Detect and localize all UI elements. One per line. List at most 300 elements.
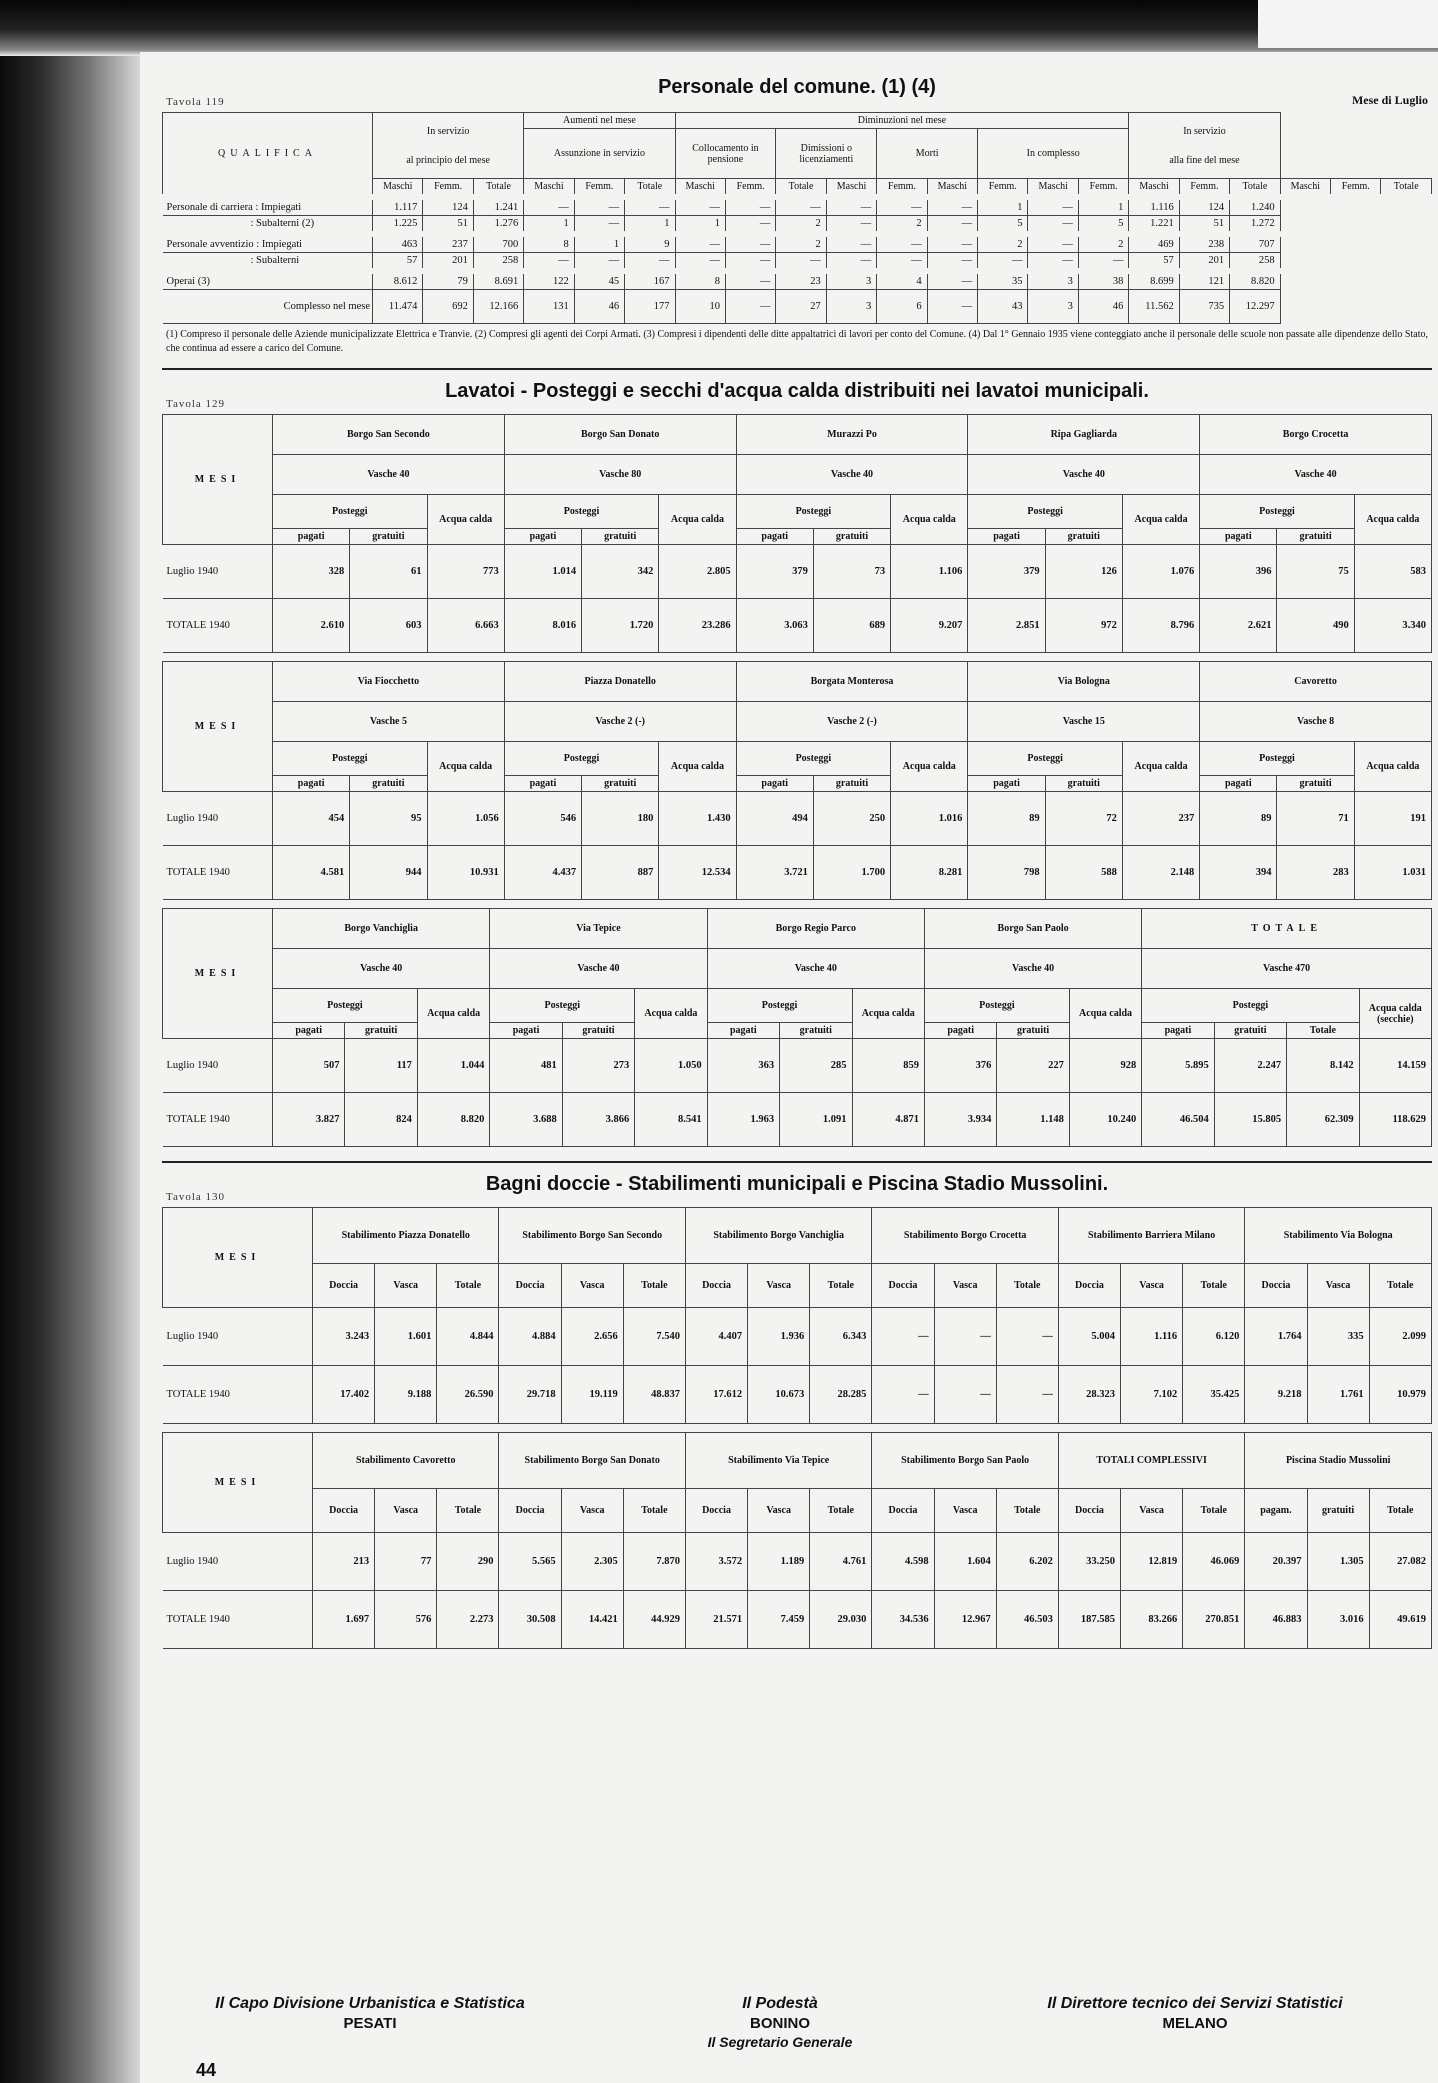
cell: 507 bbox=[273, 1039, 345, 1093]
signature-3-name: MELANO bbox=[1162, 2015, 1228, 2032]
sex-subheader: Maschi bbox=[927, 179, 977, 198]
posteggi-header: Posteggi bbox=[968, 495, 1123, 529]
stabilimento-name: Stabilimento Piazza Donatello bbox=[313, 1208, 499, 1264]
cell: 2.621 bbox=[1200, 599, 1277, 653]
cell: 124 bbox=[1179, 197, 1229, 216]
cell: 17.402 bbox=[313, 1366, 375, 1424]
column-header: Doccia bbox=[685, 1489, 747, 1533]
vasche-count: Vasche 8 bbox=[1200, 702, 1432, 742]
cell: 121 bbox=[1179, 271, 1229, 290]
acqua-header: Acqua calda bbox=[659, 742, 736, 792]
lavatoi-table bbox=[162, 414, 1432, 653]
table-129-header bbox=[162, 372, 1432, 414]
cell: 38 bbox=[1078, 271, 1128, 290]
cell: 6.343 bbox=[810, 1308, 872, 1366]
stabilimento-name: Stabilimento Borgo San Donato bbox=[499, 1433, 685, 1489]
cell: 28.285 bbox=[810, 1366, 872, 1424]
sex-subheader: Maschi bbox=[1028, 179, 1078, 198]
station-name: Ripa Gagliarda bbox=[968, 415, 1200, 455]
pagati-header: pagati bbox=[968, 529, 1045, 545]
table-119-title: Personale del comune. (1) (4) bbox=[658, 76, 936, 98]
cell: 1.697 bbox=[313, 1591, 375, 1649]
cell: 46.883 bbox=[1245, 1591, 1307, 1649]
total-cell: 11.474 bbox=[373, 290, 423, 324]
cell: 83.266 bbox=[1121, 1591, 1183, 1649]
row-label: Personale avventizio : Impiegati bbox=[163, 234, 373, 253]
cell: 8 bbox=[675, 271, 725, 290]
cell: 10.673 bbox=[748, 1366, 810, 1424]
table-row bbox=[163, 1591, 1432, 1649]
cell: 1.700 bbox=[813, 846, 890, 900]
cell: 454 bbox=[273, 792, 350, 846]
table-row bbox=[163, 253, 1432, 272]
cell: 342 bbox=[582, 545, 659, 599]
station-name: Via Fiocchetto bbox=[273, 662, 505, 702]
cell: 23 bbox=[776, 271, 826, 290]
table-130-label: Tavola 130 bbox=[166, 1191, 226, 1203]
mesi-header: MESI bbox=[163, 909, 273, 1039]
cell: 213 bbox=[313, 1533, 375, 1591]
cell: — bbox=[1028, 234, 1078, 253]
posteggi-header: Posteggi bbox=[273, 989, 418, 1023]
stabilimento-name: Stabilimento Cavoretto bbox=[313, 1433, 499, 1489]
cell: — bbox=[524, 253, 574, 272]
cell: 3 bbox=[1028, 271, 1078, 290]
cell: 576 bbox=[375, 1591, 437, 1649]
station-name: Murazzi Po bbox=[736, 415, 968, 455]
cell: 23.286 bbox=[659, 599, 736, 653]
cell: 72 bbox=[1045, 792, 1122, 846]
sex-subheader: Femm. bbox=[574, 179, 624, 198]
column-header: Doccia bbox=[1245, 1264, 1307, 1308]
cell: 8.796 bbox=[1122, 599, 1199, 653]
cell: 201 bbox=[1179, 253, 1229, 272]
cell: — bbox=[877, 197, 927, 216]
cell: 7.870 bbox=[623, 1533, 685, 1591]
row-label: TOTALE 1940 bbox=[163, 846, 273, 900]
cell: 2 bbox=[877, 216, 927, 235]
table-row bbox=[163, 216, 1432, 235]
cell: 33.250 bbox=[1058, 1533, 1120, 1591]
cell: — bbox=[1078, 253, 1128, 272]
stabilimento-name: Stabilimento Borgo Crocetta bbox=[872, 1208, 1058, 1264]
cell: — bbox=[725, 234, 775, 253]
acqua-header: Acqua calda bbox=[852, 989, 924, 1039]
cell: 2 bbox=[776, 234, 826, 253]
table-row bbox=[163, 1366, 1432, 1424]
stabilimento-name: Piscina Stadio Mussolini bbox=[1245, 1433, 1432, 1489]
signature-direttore bbox=[960, 1995, 1430, 2032]
cell: 46.069 bbox=[1183, 1533, 1245, 1591]
cell: 89 bbox=[1200, 792, 1277, 846]
in-servizio-end-l2: alla fine del mese bbox=[1169, 154, 1240, 166]
acqua-header: Acqua calda bbox=[891, 742, 968, 792]
cell: 3.016 bbox=[1307, 1591, 1369, 1649]
cell: 588 bbox=[1045, 846, 1122, 900]
cell: 51 bbox=[423, 216, 473, 235]
cell: 603 bbox=[350, 599, 427, 653]
row-label: : Subalterni (2) bbox=[163, 216, 373, 235]
footnotes: (1) Compreso il personale delle Aziende municipalizzate Elettrica e Tranvie. (2) Compresi gli agenti dei Corpi Armati. (3) Compresi i dipendenti delle ditte appaltatrici di lavori per conto del Comune. (4) Dal 1° Gennaio 1935 viene conteggiato anche il personale delle scuole non passate alle dipendenze dello Stato, che continua ad essere a carico del Comune. bbox=[166, 329, 1428, 354]
cell: 1.031 bbox=[1354, 846, 1431, 900]
cell: 62.309 bbox=[1287, 1093, 1359, 1147]
gratuiti-header: gratuiti bbox=[1045, 529, 1122, 545]
gratuiti-header: gratuiti bbox=[582, 529, 659, 545]
cell: 2.273 bbox=[437, 1591, 499, 1649]
station-name: Borgo San Donato bbox=[504, 415, 736, 455]
cell: 237 bbox=[1122, 792, 1199, 846]
row-label: TOTALE 1940 bbox=[163, 1093, 273, 1147]
vasche-count: Vasche 5 bbox=[273, 702, 505, 742]
table-129-title: Lavatoi - Posteggi e secchi d'acqua calda distribuiti nei lavatoi municipali. bbox=[445, 380, 1149, 402]
cell: 546 bbox=[504, 792, 581, 846]
cell: 7.540 bbox=[623, 1308, 685, 1366]
total-cell: 131 bbox=[524, 290, 574, 324]
vasche-count: Vasche 40 bbox=[273, 949, 490, 989]
cell: 10.240 bbox=[1069, 1093, 1141, 1147]
cell: 1.936 bbox=[748, 1308, 810, 1366]
cell: 1.604 bbox=[934, 1533, 996, 1591]
cell: 250 bbox=[813, 792, 890, 846]
cell: 3.721 bbox=[736, 846, 813, 900]
column-header: Vasca bbox=[375, 1489, 437, 1533]
cell: 1.091 bbox=[780, 1093, 852, 1147]
scan-top-edge bbox=[0, 0, 1438, 56]
cell: 1 bbox=[1078, 197, 1128, 216]
acqua-header: Acqua calda bbox=[659, 495, 736, 545]
cell: 3.063 bbox=[736, 599, 813, 653]
cell: — bbox=[776, 253, 826, 272]
column-header: Totale bbox=[623, 1489, 685, 1533]
cell: 1 bbox=[574, 234, 624, 253]
sex-subheader: Femm. bbox=[1179, 179, 1229, 198]
cell: — bbox=[877, 234, 927, 253]
cell: 1.963 bbox=[707, 1093, 779, 1147]
vasche-count: Vasche 40 bbox=[736, 455, 968, 495]
posteggi-header: Posteggi bbox=[1200, 742, 1355, 776]
cell: 71 bbox=[1277, 792, 1354, 846]
station-name: Via Tepice bbox=[490, 909, 707, 949]
acqua-header: Acqua calda bbox=[427, 495, 504, 545]
cell: 8.142 bbox=[1287, 1039, 1359, 1093]
cell: 75 bbox=[1277, 545, 1354, 599]
cell: 5.004 bbox=[1058, 1308, 1120, 1366]
cell: 8.820 bbox=[417, 1093, 489, 1147]
stabilimento-name: Stabilimento Borgo San Paolo bbox=[872, 1433, 1058, 1489]
cell: — bbox=[934, 1366, 996, 1424]
sex-subheader: Maschi bbox=[675, 179, 725, 198]
qualifica-header: QUALIFICA bbox=[163, 113, 373, 198]
row-label: Luglio 1940 bbox=[163, 1308, 313, 1366]
cell: 191 bbox=[1354, 792, 1431, 846]
total-cell: 11.562 bbox=[1129, 290, 1179, 324]
cell: 4.844 bbox=[437, 1308, 499, 1366]
vasche-count: Vasche 40 bbox=[490, 949, 707, 989]
cell: 1.050 bbox=[635, 1039, 707, 1093]
column-header: Totale bbox=[1183, 1489, 1245, 1533]
cell: 972 bbox=[1045, 599, 1122, 653]
column-header: Vasca bbox=[375, 1264, 437, 1308]
cell: — bbox=[1028, 197, 1078, 216]
cell: 824 bbox=[345, 1093, 417, 1147]
table-row bbox=[163, 1039, 1432, 1093]
mesi-header: MESI bbox=[163, 415, 273, 545]
cell: 34.536 bbox=[872, 1591, 934, 1649]
totale-header: Totale bbox=[1287, 1023, 1359, 1039]
column-header: pagam. bbox=[1245, 1489, 1307, 1533]
cell: 2 bbox=[776, 216, 826, 235]
cell: — bbox=[978, 253, 1028, 272]
pagati-header: pagati bbox=[1200, 529, 1277, 545]
cell: 167 bbox=[625, 271, 675, 290]
cell: 1.116 bbox=[1129, 197, 1179, 216]
posteggi-header: Posteggi bbox=[504, 742, 659, 776]
cell: 4.871 bbox=[852, 1093, 924, 1147]
total-cell: 3 bbox=[1028, 290, 1078, 324]
cell: 17.612 bbox=[685, 1366, 747, 1424]
page-number: 44 bbox=[196, 2060, 217, 2080]
cell: 283 bbox=[1277, 846, 1354, 900]
cell: 463 bbox=[373, 234, 423, 253]
cell: 1.272 bbox=[1230, 216, 1280, 235]
cell: 494 bbox=[736, 792, 813, 846]
cell: 77 bbox=[375, 1533, 437, 1591]
pagati-header: pagati bbox=[736, 776, 813, 792]
cell: 57 bbox=[1129, 253, 1179, 272]
posteggi-header: Posteggi bbox=[924, 989, 1069, 1023]
cell: — bbox=[927, 253, 977, 272]
cell: 4.581 bbox=[273, 846, 350, 900]
sex-subheader: Femm. bbox=[978, 179, 1028, 198]
sex-subheader: Maschi bbox=[826, 179, 876, 198]
cell: 6.202 bbox=[996, 1533, 1058, 1591]
total-cell: 27 bbox=[776, 290, 826, 324]
cell: 28.323 bbox=[1058, 1366, 1120, 1424]
station-name: Via Bologna bbox=[968, 662, 1200, 702]
vasche-count: Vasche 40 bbox=[273, 455, 505, 495]
table-row bbox=[163, 234, 1432, 253]
cell: 89 bbox=[968, 792, 1045, 846]
cell: — bbox=[872, 1366, 934, 1424]
signature-2-title: Il Podestà bbox=[742, 1995, 818, 2012]
column-header: Vasca bbox=[561, 1489, 623, 1533]
cell: 238 bbox=[1179, 234, 1229, 253]
acqua-header: Acqua calda bbox=[1069, 989, 1141, 1039]
column-header: Doccia bbox=[313, 1264, 375, 1308]
sex-subheader: Femm. bbox=[877, 179, 927, 198]
posteggi-header: Posteggi bbox=[504, 495, 659, 529]
column-header: Vasca bbox=[748, 1264, 810, 1308]
cell: 8.820 bbox=[1230, 271, 1280, 290]
table-row bbox=[163, 599, 1432, 653]
cell: — bbox=[1028, 216, 1078, 235]
total-cell: 46 bbox=[1078, 290, 1128, 324]
divider bbox=[162, 362, 1432, 370]
posteggi-header: Posteggi bbox=[490, 989, 635, 1023]
column-header: Vasca bbox=[1307, 1264, 1369, 1308]
table-129-label: Tavola 129 bbox=[166, 398, 226, 410]
cell: 1.240 bbox=[1230, 197, 1280, 216]
bagni-table bbox=[162, 1207, 1432, 1424]
in-servizio-end-l1: In servizio bbox=[1183, 125, 1226, 137]
cell: 689 bbox=[813, 599, 890, 653]
cell: 1.056 bbox=[427, 792, 504, 846]
cell: 1.225 bbox=[373, 216, 423, 235]
posteggi-header: Posteggi bbox=[707, 989, 852, 1023]
cell: 335 bbox=[1307, 1308, 1369, 1366]
cell: 1.241 bbox=[473, 197, 523, 216]
gratuiti-header: gratuiti bbox=[997, 1023, 1069, 1039]
column-header: Vasca bbox=[934, 1264, 996, 1308]
total-cell: 10 bbox=[675, 290, 725, 324]
cell: 6.120 bbox=[1183, 1308, 1245, 1366]
cell: 12.967 bbox=[934, 1591, 996, 1649]
station-name: Borgo Crocetta bbox=[1200, 415, 1432, 455]
stabilimento-name: Stabilimento Borgo San Secondo bbox=[499, 1208, 685, 1264]
acqua-header: Acqua calda bbox=[1354, 495, 1431, 545]
total-label: Complesso nel mese bbox=[163, 290, 373, 324]
vasche-count: Vasche 40 bbox=[924, 949, 1141, 989]
column-header: Totale bbox=[810, 1489, 872, 1533]
cell: 49.619 bbox=[1369, 1591, 1431, 1649]
cell: 290 bbox=[437, 1533, 499, 1591]
cell: 4.437 bbox=[504, 846, 581, 900]
cell: 328 bbox=[273, 545, 350, 599]
cell: 3.827 bbox=[273, 1093, 345, 1147]
cell: 8 bbox=[524, 234, 574, 253]
in-servizio-end-header bbox=[1129, 113, 1280, 179]
cell: 3.866 bbox=[562, 1093, 634, 1147]
sex-subheader: Maschi bbox=[524, 179, 574, 198]
cell: — bbox=[996, 1308, 1058, 1366]
cell: 1 bbox=[524, 216, 574, 235]
column-header: Doccia bbox=[499, 1264, 561, 1308]
pagati-header: pagati bbox=[707, 1023, 779, 1039]
table-130-header bbox=[162, 1165, 1432, 1207]
cell: 187.585 bbox=[1058, 1591, 1120, 1649]
stabilimento-name: Stabilimento Via Tepice bbox=[685, 1433, 871, 1489]
cell: 273 bbox=[562, 1039, 634, 1093]
vasche-count: Vasche 2 (-) bbox=[736, 702, 968, 742]
cell: 1.305 bbox=[1307, 1533, 1369, 1591]
sex-subheader: Femm. bbox=[1078, 179, 1128, 198]
cell: — bbox=[826, 253, 876, 272]
column-header: Totale bbox=[623, 1264, 685, 1308]
pagati-header: pagati bbox=[490, 1023, 562, 1039]
acqua-secchie-header: Acqua calda (secchie) bbox=[1359, 989, 1431, 1039]
cell: 1.106 bbox=[891, 545, 968, 599]
cell: 3.688 bbox=[490, 1093, 562, 1147]
cell: 1.720 bbox=[582, 599, 659, 653]
acqua-header: Acqua calda bbox=[635, 989, 707, 1039]
signature-2-name: BONINO bbox=[750, 2015, 810, 2032]
cell: 2.099 bbox=[1369, 1308, 1431, 1366]
lavatoi-table bbox=[162, 661, 1432, 900]
cell: 3.934 bbox=[924, 1093, 996, 1147]
bagni-block-1 bbox=[162, 1207, 1432, 1424]
gratuiti-header: gratuiti bbox=[1214, 1023, 1286, 1039]
column-header: Vasca bbox=[1121, 1264, 1183, 1308]
cell: 258 bbox=[1230, 253, 1280, 272]
cell: 44.929 bbox=[623, 1591, 685, 1649]
gratuiti-header: gratuiti bbox=[350, 529, 427, 545]
cell: 258 bbox=[473, 253, 523, 272]
cell: 1.116 bbox=[1121, 1308, 1183, 1366]
cell: 73 bbox=[813, 545, 890, 599]
cell: 46.503 bbox=[996, 1591, 1058, 1649]
posteggi-header: Posteggi bbox=[968, 742, 1123, 776]
cell: — bbox=[934, 1308, 996, 1366]
gratuiti-header: gratuiti bbox=[1277, 529, 1354, 545]
cell: 469 bbox=[1129, 234, 1179, 253]
diminuzioni-header: Diminuzioni nel mese bbox=[675, 113, 1129, 129]
cell: 270.851 bbox=[1183, 1591, 1245, 1649]
cell: 887 bbox=[582, 846, 659, 900]
cell: 48.837 bbox=[623, 1366, 685, 1424]
cell: 51 bbox=[1179, 216, 1229, 235]
cell: 3.243 bbox=[313, 1308, 375, 1366]
posteggi-header: Posteggi bbox=[736, 495, 891, 529]
cell: 19.119 bbox=[561, 1366, 623, 1424]
cell: 57 bbox=[373, 253, 423, 272]
cell: — bbox=[625, 253, 675, 272]
bagni-table bbox=[162, 1432, 1432, 1649]
lavatoi-block-1 bbox=[162, 414, 1432, 653]
row-label: TOTALE 1940 bbox=[163, 599, 273, 653]
month-note: Mese di Luglio bbox=[1351, 93, 1428, 107]
cell: 12.534 bbox=[659, 846, 736, 900]
stabilimento-name: Stabilimento Via Bologna bbox=[1245, 1208, 1432, 1264]
pagati-header: pagati bbox=[504, 776, 581, 792]
cell: 29.030 bbox=[810, 1591, 872, 1649]
pagati-header: pagati bbox=[273, 1023, 345, 1039]
cell: 1 bbox=[675, 216, 725, 235]
in-servizio-start-l1: In servizio bbox=[426, 125, 470, 137]
collocamento-header: Collocamento in pensione bbox=[675, 129, 776, 179]
cell: 2.148 bbox=[1122, 846, 1199, 900]
cell: 2.305 bbox=[561, 1533, 623, 1591]
station-name: Borgo San Paolo bbox=[924, 909, 1141, 949]
cell: 376 bbox=[924, 1039, 996, 1093]
cell: 15.805 bbox=[1214, 1093, 1286, 1147]
lavatoi-block-2 bbox=[162, 661, 1432, 900]
row-label: Luglio 1940 bbox=[163, 792, 273, 846]
cell: 46.504 bbox=[1142, 1093, 1214, 1147]
cell: 79 bbox=[423, 271, 473, 290]
mesi-header: MESI bbox=[163, 662, 273, 792]
sex-subheader: Femm. bbox=[725, 179, 775, 198]
gratuiti-header: gratuiti bbox=[1277, 776, 1354, 792]
gratuiti-header: gratuiti bbox=[350, 776, 427, 792]
cell: 95 bbox=[350, 792, 427, 846]
posteggi-header: Posteggi bbox=[736, 742, 891, 776]
cell: 9.207 bbox=[891, 599, 968, 653]
cell: 1.016 bbox=[891, 792, 968, 846]
cell: 35 bbox=[978, 271, 1028, 290]
cell: 2.247 bbox=[1214, 1039, 1286, 1093]
cell: — bbox=[872, 1308, 934, 1366]
acqua-header: Acqua calda bbox=[891, 495, 968, 545]
total-cell: 43 bbox=[978, 290, 1028, 324]
gratuiti-header: gratuiti bbox=[780, 1023, 852, 1039]
sex-subheader: Femm. bbox=[423, 179, 473, 198]
acqua-header: Acqua calda bbox=[427, 742, 504, 792]
total-cell: 12.166 bbox=[473, 290, 523, 324]
gratuiti-header: gratuiti bbox=[562, 1023, 634, 1039]
cell: 4.761 bbox=[810, 1533, 872, 1591]
acqua-header: Acqua calda bbox=[1354, 742, 1431, 792]
total-cell: 692 bbox=[423, 290, 473, 324]
